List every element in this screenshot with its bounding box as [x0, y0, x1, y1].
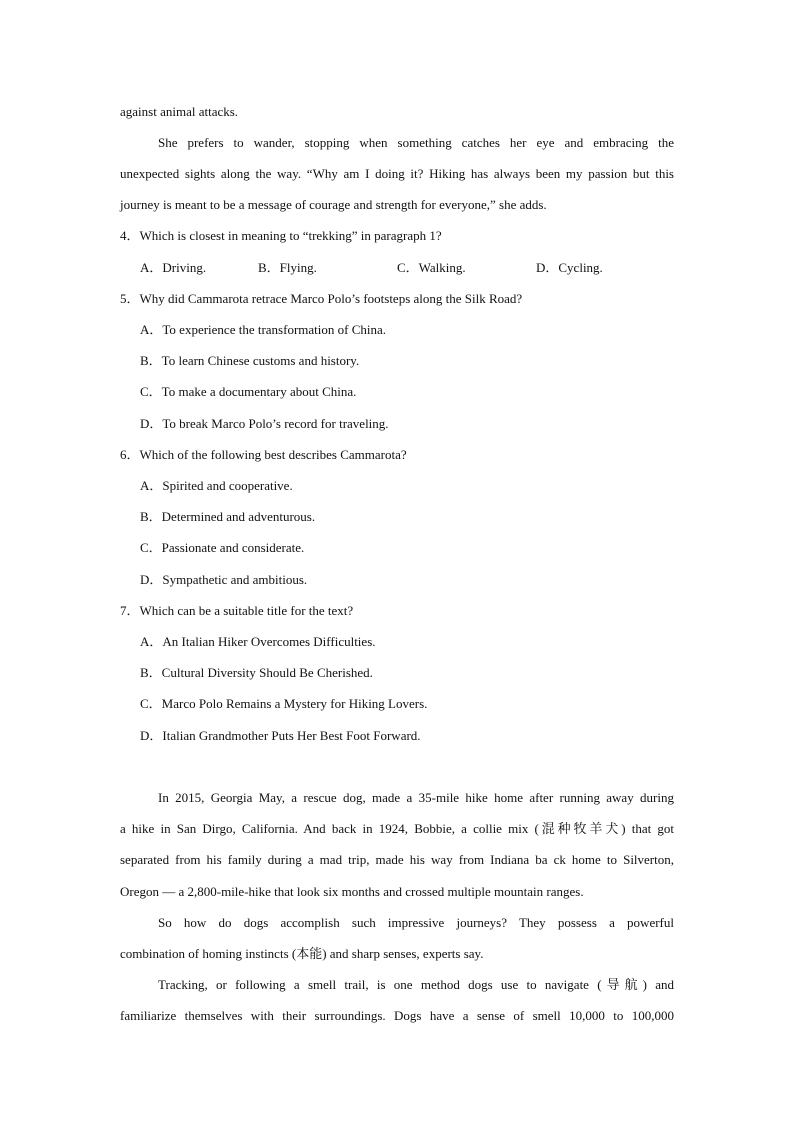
- passage-line: against animal attacks.: [120, 104, 239, 119]
- option-a[interactable]: A．To experience the transformation of China.: [140, 322, 387, 337]
- passage-line: Oregon — a 2,800-mile-hike that look six months and crossed multiple mountain ranges.: [120, 884, 584, 899]
- option-c[interactable]: C．To make a documentary about China.: [140, 384, 357, 399]
- option-c[interactable]: C．Walking.: [397, 260, 466, 275]
- option-a[interactable]: A．Spirited and cooperative.: [140, 478, 293, 493]
- passage-line: unexpected sights along the way. “Why am I doing it? Hiking has always been my passion but this: [120, 166, 674, 181]
- option-d[interactable]: D．Cycling.: [536, 260, 603, 275]
- option-a[interactable]: A．Driving.: [140, 260, 207, 275]
- option-b[interactable]: B．Flying.: [258, 260, 317, 275]
- question-6-stem: 6．Which of the following best describes Cammarota?: [120, 447, 407, 462]
- passage-line: Tracking, or following a smell trail, is one method dogs use to navigate (导航) and: [158, 977, 674, 992]
- option-d[interactable]: D．Sympathetic and ambitious.: [140, 572, 308, 587]
- option-d[interactable]: D．To break Marco Polo’s record for traveling.: [140, 416, 389, 431]
- passage-line: separated from his family during a mad trip, made his way from Indiana ba ck home to Silverton,: [120, 852, 674, 867]
- question-4-stem: 4．Which is closest in meaning to “trekking” in paragraph 1?: [120, 228, 442, 243]
- passage-line: a hike in San Dirgo, California. And back in 1924, Bobbie, a collie mix (混种牧羊犬) that got: [120, 821, 674, 836]
- option-c[interactable]: C．Marco Polo Remains a Mystery for Hiking Lovers.: [140, 696, 428, 711]
- option-d[interactable]: D．Italian Grandmother Puts Her Best Foot Forward.: [140, 728, 421, 743]
- question-7-stem: 7．Which can be a suitable title for the text?: [120, 603, 354, 618]
- passage-line: She prefers to wander, stopping when something catches her eye and embracing the: [158, 135, 674, 150]
- option-b[interactable]: B．Determined and adventurous.: [140, 509, 316, 524]
- option-a[interactable]: A．An Italian Hiker Overcomes Difficulties.: [140, 634, 376, 649]
- passage-line: combination of homing instincts (本能) and sharp senses, experts say.: [120, 946, 484, 961]
- passage-line: familiarize themselves with their surroundings. Dogs have a sense of smell 10,000 to 100,000: [120, 1008, 674, 1023]
- option-b[interactable]: B．To learn Chinese customs and history.: [140, 353, 360, 368]
- question-4-options: [140, 260, 680, 276]
- passage-line: journey is meant to be a message of courage and strength for everyone,” she adds.: [120, 197, 547, 212]
- passage-line: In 2015, Georgia May, a rescue dog, made a 35-mile hike home after running away during: [158, 790, 674, 805]
- passage-line: So how do dogs accomplish such impressive journeys? They possess a powerful: [158, 915, 674, 930]
- option-b[interactable]: B．Cultural Diversity Should Be Cherished.: [140, 665, 373, 680]
- option-c[interactable]: C．Passionate and considerate.: [140, 540, 305, 555]
- question-5-stem: 5．Why did Cammarota retrace Marco Polo’s footsteps along the Silk Road?: [120, 291, 523, 306]
